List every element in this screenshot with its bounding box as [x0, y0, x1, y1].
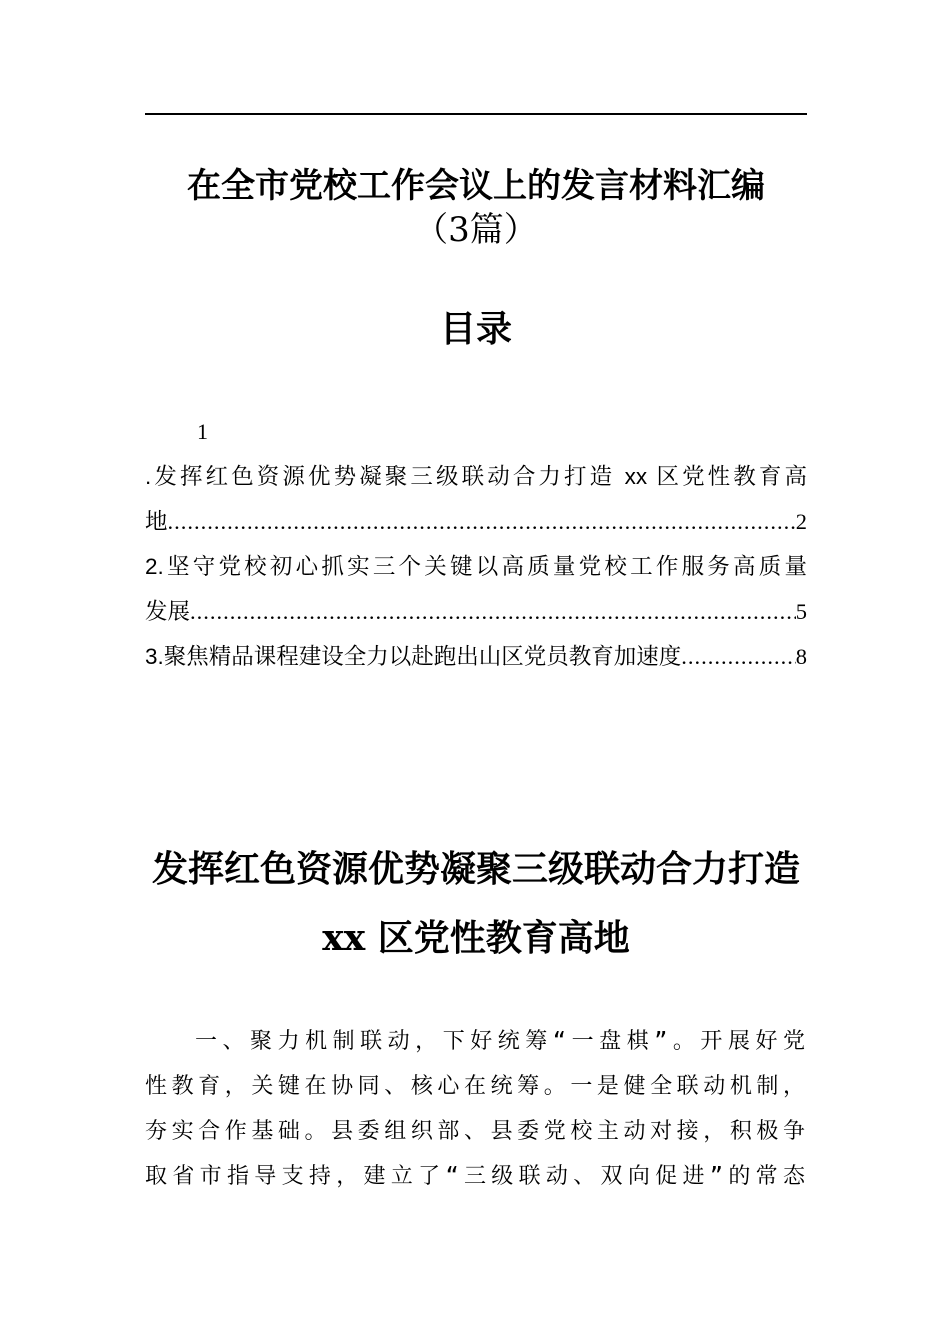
toc-heading: 目录	[439, 308, 512, 350]
toc-entry-2-line1[interactable]: 2.坚守党校初心抓实三个关键以高质量党校工作服务高质量	[145, 554, 807, 579]
toc-entry-1-number: 1	[197, 419, 208, 444]
body-paragraph-line: 一、聚力机制联动，下好统筹“一盘棋”。开展好党	[195, 1029, 807, 1054]
toc-leader-dots	[168, 507, 796, 537]
toc-leader-dots	[190, 597, 796, 627]
body-paragraph-line: 夯实合作基础。县委组织部、县委党校主动对接，积极争	[145, 1119, 807, 1144]
section-title-line2: xx 区党性教育高地	[322, 917, 630, 959]
toc-entry-2-line2: 发展	[145, 599, 191, 624]
header-rule	[145, 113, 807, 115]
toc-entry-3[interactable]	[145, 642, 807, 672]
toc-entry-1-line1[interactable]: .发挥红色资源优势凝聚三级联动合力打造 xx 区党性教育高	[145, 464, 807, 489]
section-title-line1: 发挥红色资源优势凝聚三级联动合力打造	[151, 848, 800, 890]
toc-entry-1[interactable]	[145, 507, 807, 537]
toc-entry-3-page: 8	[795, 644, 807, 669]
body-paragraph-line: 取省市指导支持，建立了“三级联动、双向促进”的常态	[145, 1164, 807, 1189]
toc-entry-1-page: 2	[795, 509, 807, 534]
toc-entry-2-page: 5	[795, 599, 807, 624]
document-title-count: （3篇）	[414, 210, 538, 250]
document-title: 在全市党校工作会议上的发言材料汇编	[187, 166, 765, 206]
toc-entry-1-line2: 地	[145, 509, 168, 534]
toc-entry-2[interactable]	[145, 597, 807, 627]
toc-entry-3-line1: 3.聚焦精品课程建设全力以赴跑出山区党员教育加速度	[145, 644, 682, 669]
toc-leader-dots	[681, 642, 795, 672]
body-paragraph-line: 性教育，关键在协同、核心在统筹。一是健全联动机制，	[145, 1074, 807, 1099]
